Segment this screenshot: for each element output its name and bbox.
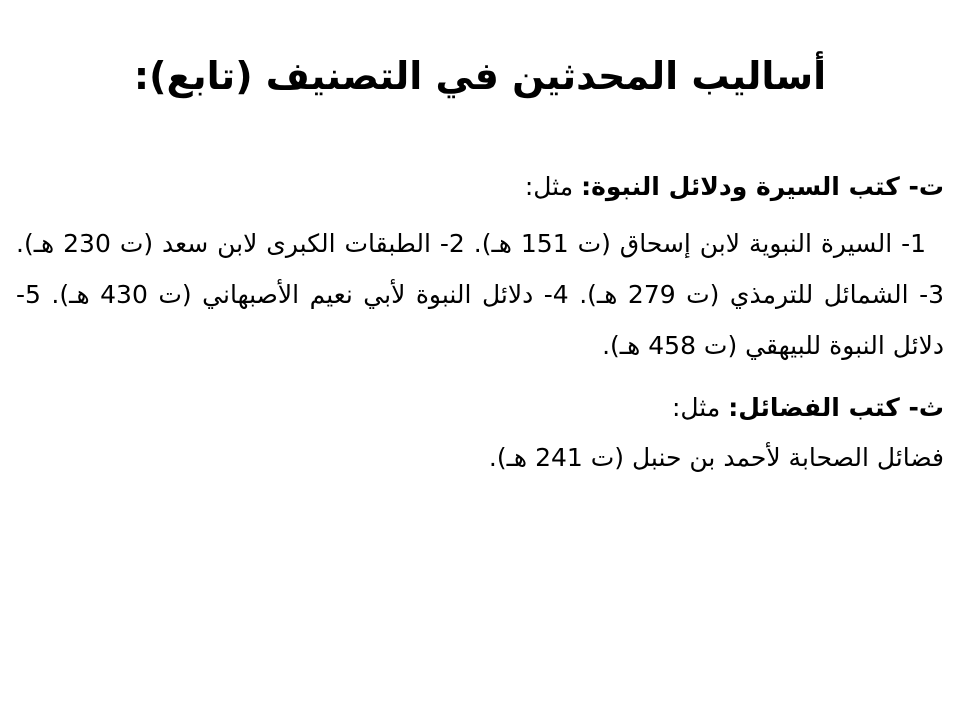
- section-heading-ta-label: ت- كتب السيرة ودلائل النبوة:: [581, 172, 944, 201]
- section-heading-ta-suffix: مثل:: [524, 172, 582, 201]
- section-heading-tha: [16, 389, 944, 427]
- slide-body: [16, 168, 944, 489]
- section-heading-ta: [16, 168, 944, 206]
- section-heading-tha-suffix: مثل:: [671, 393, 729, 422]
- book-list-tha: فضائل الصحابة لأحمد بن حنبل (ت 241 هـ).: [488, 443, 944, 472]
- book-list-ta: 1- السيرة النبوية لابن إسحاق (ت 151 هـ). 2- الطبقات الكبرى لابن سعد (ت 230 هـ). 3- الشمائل للترمذي (ت 279 هـ). 4- دلائل النبوة لأبي نعيم الأصبهاني (ت 430 هـ). 5- دلائل النبوة للبيهقي (ت 458 هـ).: [16, 229, 944, 360]
- slide-title: أساليب المحدثين في التصنيف (تابع):: [133, 54, 827, 98]
- section-heading-tha-label: ث- كتب الفضائل:: [728, 393, 944, 422]
